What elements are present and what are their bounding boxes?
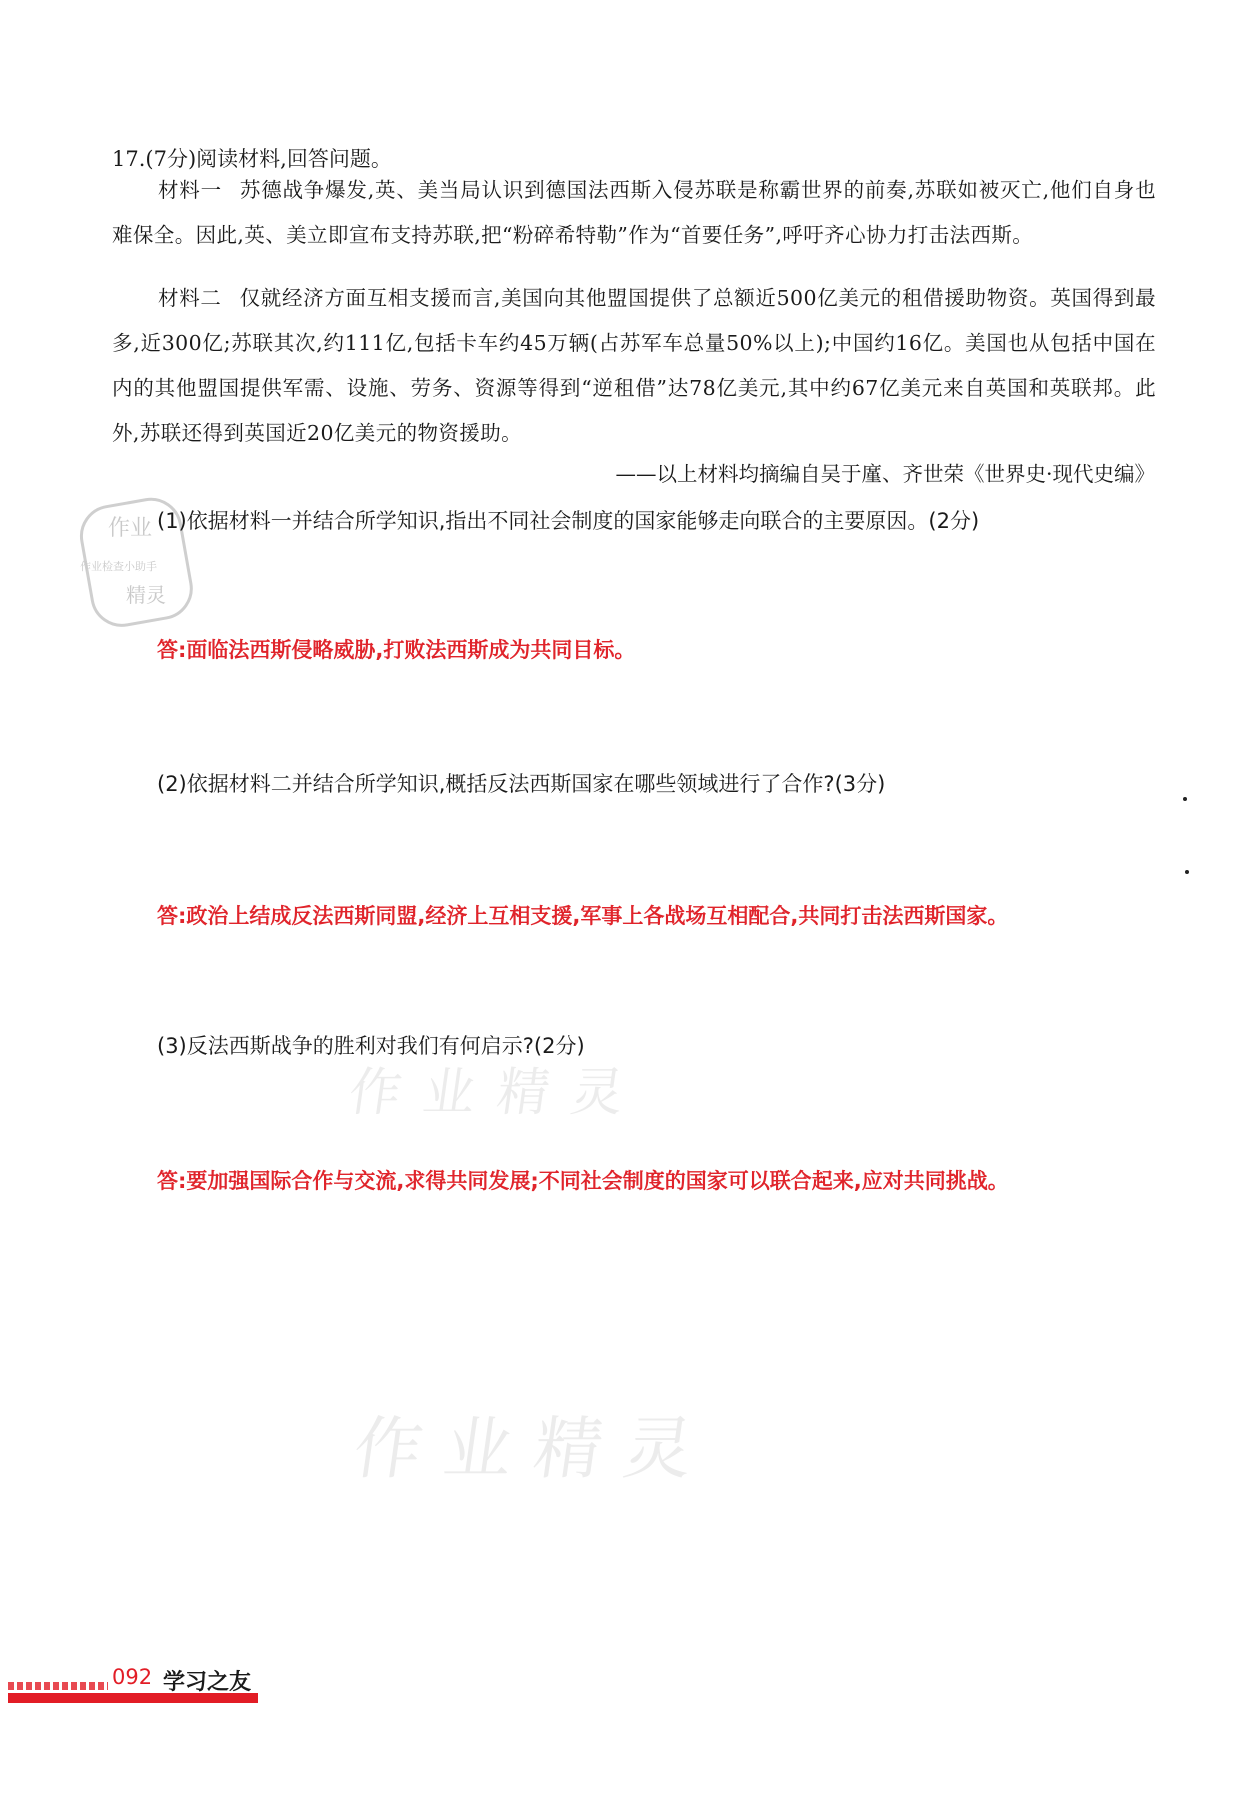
- stamp-line2: 作业检查小助手: [80, 560, 157, 573]
- sub-question-2: (2)依据材料二并结合所学知识,概括反法西斯国家在哪些领域进行了合作?(3分): [157, 772, 886, 796]
- answer-3: 答:要加强国际合作与交流,求得共同发展;不同社会制度的国家可以联合起来,应对共同挑战。: [157, 1169, 1009, 1193]
- material-source: ——以上材料均摘编自吴于廑、齐世荣《世界史·现代史编》: [615, 462, 1155, 486]
- scan-dot: [1183, 797, 1187, 801]
- sub-question-3: (3)反法西斯战争的胜利对我们有何启示?(2分): [157, 1034, 585, 1058]
- watermark: 作业精灵: [348, 1410, 720, 1489]
- brand-title: 学习之友: [163, 1670, 252, 1695]
- stamp-line1: 作业: [108, 516, 153, 541]
- material-one: [112, 168, 1156, 258]
- scan-dot: [1185, 870, 1189, 874]
- material-one-label: 材料一: [158, 178, 222, 202]
- answer-2: 答:政治上结成反法西斯同盟,经济上互相支援,军事上各战场互相配合,共同打击法西斯国家。: [157, 904, 1009, 928]
- material-two: [112, 276, 1156, 456]
- stamp-line3: 精灵: [126, 583, 166, 607]
- material-two-label: 材料二: [158, 286, 222, 310]
- watermark: 作业精灵: [345, 1063, 650, 1123]
- material-two-text: 仅就经济方面互相支援而言,美国向其他盟国提供了总额近500亿美元的租借援助物资。英国得到最多,近300亿;苏联其次,约111亿,包括卡车约45万辆(占苏军车总量50%以上);中国约16亿。美国也从包括中国在内的其他盟国提供军需、设施、劳务、资源等得到“逆租借”达78亿美元,其中约67亿美元来自英国和英联邦。此外,苏联还得到英国近20亿美元的物资援助。: [112, 286, 1156, 445]
- question-title: 17.(7分)阅读材料,回答问题。: [112, 147, 392, 171]
- material-one-text: 苏德战争爆发,英、美当局认识到德国法西斯入侵苏联是称霸世界的前奏,苏联如被灭亡,他们自身也难保全。因此,英、美立即宣布支持苏联,把“粉碎希特勒”作为“首要任务”,呼吁齐心协力打击法西斯。: [112, 178, 1157, 247]
- sub-question-1: (1)依据材料一并结合所学知识,指出不同社会制度的国家能够走向联合的主要原因。(2分): [157, 509, 980, 533]
- page-number: 092: [112, 1665, 153, 1689]
- answer-1: 答:面临法西斯侵略威胁,打败法西斯成为共同目标。: [157, 638, 636, 662]
- footer-stripe: [8, 1682, 108, 1690]
